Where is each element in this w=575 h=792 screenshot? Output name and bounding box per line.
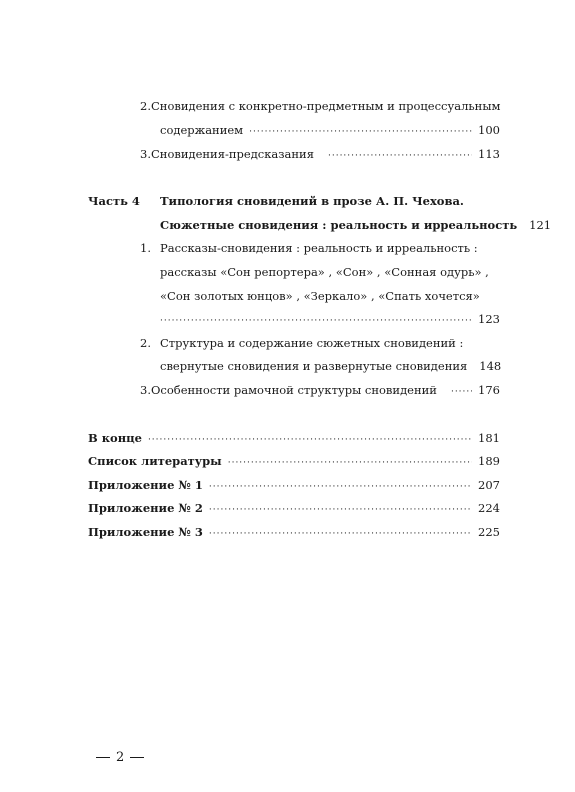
entry-title: «Сон золотых юнцов» , «Зеркало» , «Спать хочется» [160,289,480,303]
entry-title: Приложение № 1 [88,478,203,492]
entry-number: 2. [140,336,151,350]
footer-dash-left [96,757,110,758]
toc-appendix-1 [88,477,500,495]
part-label: Часть 4 [88,194,140,208]
part-title: Типология сновидений в прозе А. П. Чехова. [160,194,464,208]
toc-part-4-cont [160,217,552,235]
page-number: 189 [478,454,500,468]
page-footer [96,750,144,765]
page-number: 207 [478,478,500,492]
page-number: 224 [478,501,500,515]
toc-appendix-3 [88,524,500,542]
toc-entry-4-1-cont2 [160,288,496,304]
dot-leader [160,313,472,329]
toc-entry-4-3 [140,382,500,400]
toc-conclusion [88,430,500,448]
entry-title: Приложение № 3 [88,525,203,539]
page-number: 181 [478,431,500,445]
page-number: 148 [479,359,502,373]
dot-leader [209,526,472,542]
entry-title: содержанием [160,123,244,137]
dot-leader [209,502,472,518]
entry-title: Структура и содержание сюжетных сновидений : [160,336,464,350]
dot-leader [451,384,472,400]
entry-title: Сновидения-предсказания [150,147,314,161]
page-number: 100 [478,123,500,137]
toc-appendix-2 [88,500,500,518]
entry-number: 3. [140,147,151,161]
page-number: 113 [478,147,500,161]
entry-title: Особенности рамочной структуры сновидений [150,383,437,397]
footer-dash-right [130,757,144,758]
entry-title: В конце [88,431,142,445]
dot-leader [328,148,472,164]
page-number: 176 [478,383,500,397]
entry-number: 2. [140,99,151,113]
entry-number: 3. [140,383,151,397]
toc-entry-2-cont [160,122,500,140]
toc-entry-4-2-cont [160,358,502,376]
dot-leader [148,432,472,448]
page-number: 225 [478,525,500,539]
entry-title: Рассказы-сновидения : реальность и ирреальность : [160,241,478,255]
entry-title: Приложение № 2 [88,501,203,515]
toc-entry-4-1-cont [160,264,496,280]
toc-entry-2 [140,98,501,114]
entry-title: Список литературы [88,454,222,468]
dot-leader [249,124,472,140]
entry-title: рассказы «Сон репортера» , «Сон» , «Сонная одурь» , [160,265,489,279]
page-number: 121 [529,218,552,232]
entry-title: свернутые сновидения и развернутые сновидения [160,359,468,373]
part-title: Сюжетные сновидения : реальность и ирреальность [160,218,518,232]
toc-entry-4-1 [140,240,496,256]
entry-title: Сновидения с конкретно-предметным и процессуальным [150,99,501,113]
dot-leader [209,479,472,495]
toc-entry-3 [140,146,500,164]
toc-entry-4-2 [140,335,496,351]
entry-number: 1. [140,241,151,255]
dot-leader [228,455,472,471]
footer-page-number: 2 [116,750,125,765]
toc-entry-4-1-page [160,311,500,329]
page-number: 123 [478,312,500,326]
toc-part-4 [88,193,496,209]
toc-references [88,453,500,471]
